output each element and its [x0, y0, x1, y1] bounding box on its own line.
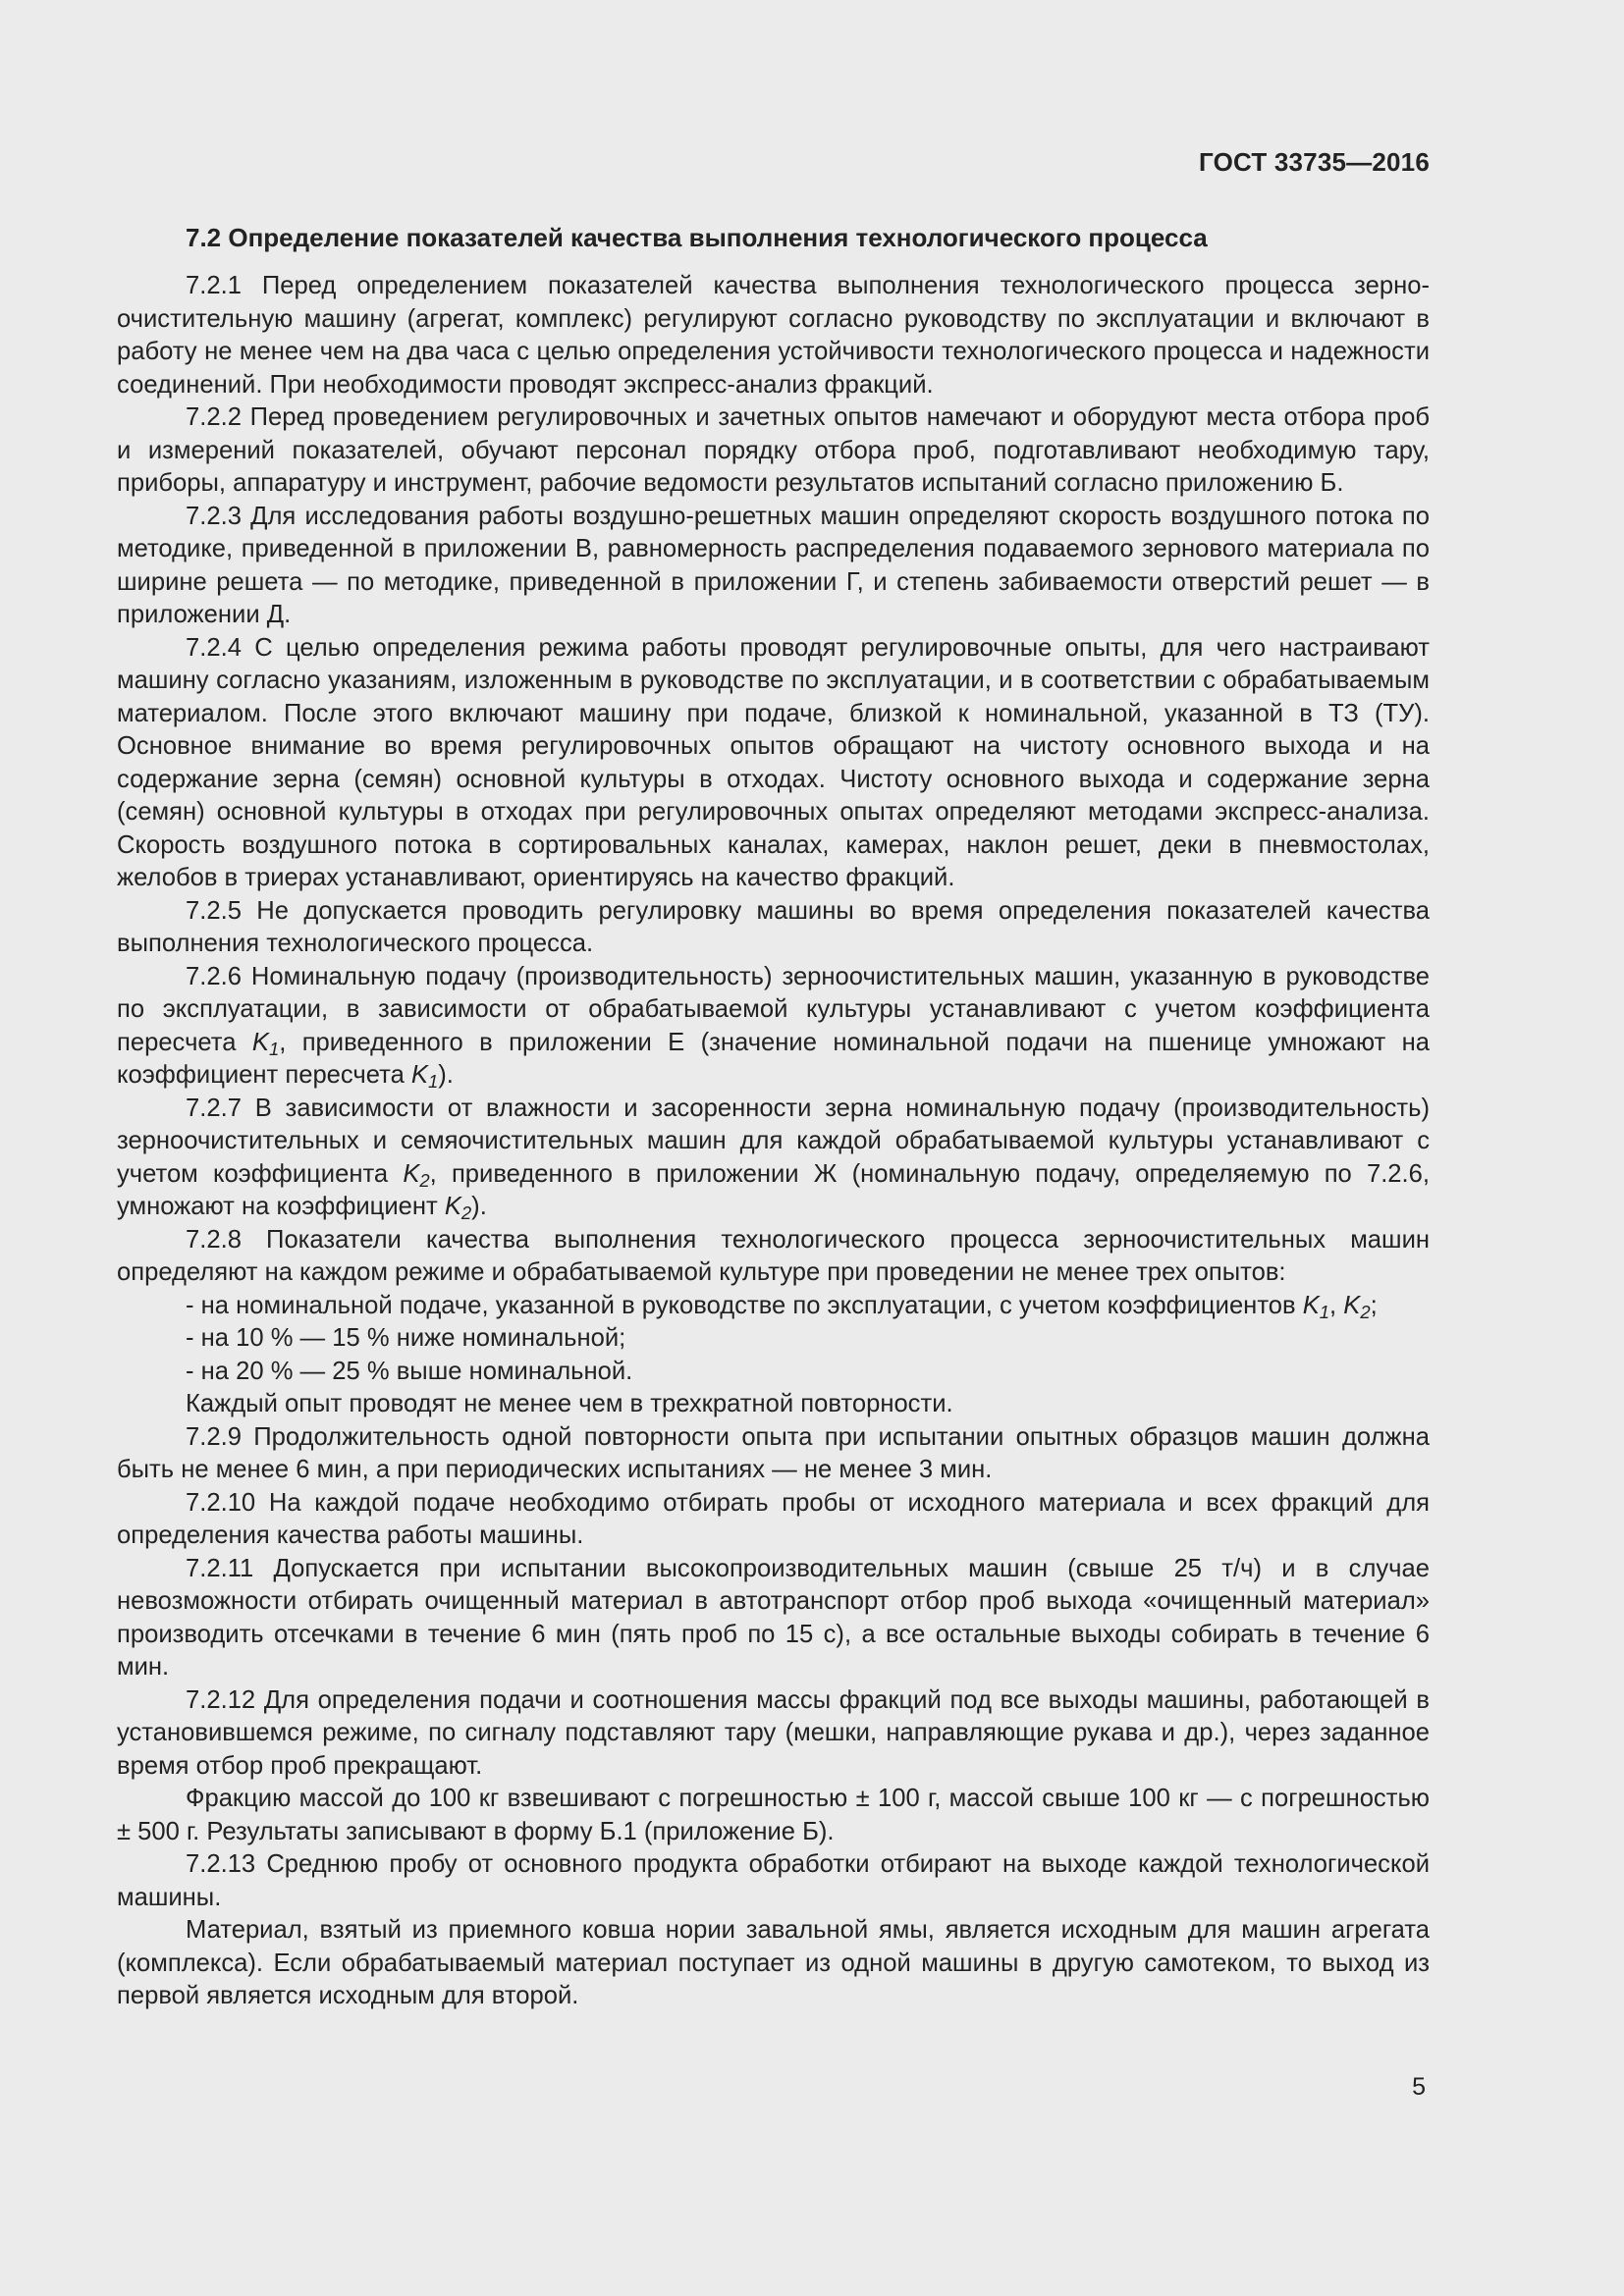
- coefficient-letter: K: [403, 1159, 420, 1188]
- paragraph-7-2-6-text-b: , приведенного в приложении Е (значение номинальной подачи на пшенице умножают на коэффициент пересчета: [117, 1028, 1430, 1089]
- paragraph-7-2-1: 7.2.1 Перед определением показателей качества выполнения технологического процесса зерноочистительную машину (агрегат, комплекс) регулируют согласно руководству по эксплуатации и включают в работу не менее чем на два часа с целью определения устойчивости технологического процесса и надежности соединений. При необходимости проводят экспресс-анализ фракций.: [117, 272, 1430, 399]
- paragraph-7-2-3: 7.2.3 Для исследования работы воздушно-решетных машин определяют скорость воздушного потока по методике, приведенной в приложении В, равномерность распределения подаваемого зернового материала по ширине решета — по методике, приведенной в приложении Г, и степень забиваемости отверстий решет — в приложении Д.: [117, 502, 1430, 628]
- coefficient-subscript: 2: [460, 1202, 472, 1224]
- paragraph-7-2-8-tail: Каждый опыт проводят не менее чем в трехкратной повторности.: [186, 1390, 953, 1417]
- paragraph-7-2-4: 7.2.4 С целью определения режима работы проводят регулировочные опыты, для чего настраивают машину согласно указаниям, изложенным в руководстве по эксплуатации, и в соответствии с обрабатываемым материалом. После этого включают машину при подаче, близкой к номинальной, указанной в ТЗ (ТУ). Основное внимание во время регулировочных опытов обращают на чистоту основного выхода и на содержание зерна (семян) основной культуры в отходах. Чистоту основного выхода и содержание зерна (семян) основной культуры в отходах при регулировочных опытах определяют методами экспресс-анализа. Скорость воздушного потока в сортировальных каналах, камерах, наклон решет, деки в пневмостолах, желобов в триерах устанавливают, ориентируясь на качество фракций.: [117, 633, 1430, 891]
- page-number: 5: [1412, 2073, 1426, 2101]
- coefficient-letter: K: [1302, 1291, 1320, 1319]
- paragraph-7-2-12-weighing: Фракцию массой до 100 кг взвешивают с погрешностью ± 100 г, массой свыше 100 кг — с погрешностью ± 500 г. Результаты записывают в форму Б.1 (приложение Б).: [117, 1785, 1430, 1845]
- paragraph-7-2-13: 7.2.13 Среднюю пробу от основного продукта обработки отбирают на выходе каждой технологической машины.: [117, 1850, 1430, 1911]
- coefficient-k2-symbol: [1343, 1291, 1371, 1322]
- coefficient-subscript: 2: [419, 1169, 430, 1191]
- document-body: [117, 221, 1430, 2013]
- paragraph-7-2-7-text-c: ).: [471, 1193, 487, 1220]
- paragraph-7-2-6-text-a: 7.2.6 Номинальную подачу (производительность) зерноочистительных машин, указанную в руководстве по эксплуатации, в зависимости от обрабатываемой культуры устанавливают с учетом коэффициента пересчета: [117, 962, 1430, 1056]
- coefficient-subscript: 2: [1360, 1301, 1371, 1322]
- paragraph-7-2-12: 7.2.12 Для определения подачи и соотношения массы фракций под все выходы машины, работающей в установившемся режиме, по сигналу подставляют тару (мешки, направляющие рукава и др.), через заданное время отбор проб прекращают.: [117, 1685, 1430, 1780]
- coefficient-subscript: 1: [1319, 1301, 1330, 1322]
- list-item-nominal-feed: [117, 1290, 1430, 1323]
- paragraph-7-2-6-text-c: ).: [438, 1061, 454, 1089]
- paragraph-7-2-7-text-b: , приведенного в приложении Ж (номинальную подачу, определяемую по 7.2.6, умножают на коэффициент: [117, 1159, 1430, 1220]
- paragraph-7-2-8: 7.2.8 Показатели качества выполнения технологического процесса зерноочистительных машин определяют на каждом режиме и обрабатываемой культуре при проведении не менее трех опытов:: [117, 1225, 1430, 1286]
- list-item-end: ;: [1370, 1291, 1378, 1319]
- paragraph-7-2-2: 7.2.2 Перед проведением регулировочных и зачетных опытов намечают и оборудуют места отбора проб и измерений показателей, обучают персонал порядку отбора проб, подготавливают необходимую тару, приборы, аппаратуру и инструмент, рабочие ведомости результатов испытаний согласно приложению Б.: [117, 403, 1430, 497]
- list-item-higher-feed: - на 20 % — 25 % выше номинальной.: [186, 1357, 633, 1385]
- coefficient-letter: K: [410, 1061, 428, 1089]
- coefficient-k1-symbol: [251, 1028, 280, 1059]
- document-code-header: ГОСТ 33735—2016: [1199, 147, 1430, 177]
- paragraph-7-2-7: [117, 1093, 1430, 1224]
- coefficient-letter: K: [251, 1028, 269, 1056]
- section-title: 7.2 Определение показателей качества выполнения технологического процесса: [186, 223, 1208, 252]
- coefficient-k2-symbol: [403, 1159, 430, 1191]
- list-item-lower-feed: - на 10 % — 15 % ниже номинальной;: [186, 1324, 626, 1352]
- paragraph-7-2-7-text-a: 7.2.7 В зависимости от влажности и засоренности зерна номинальную подачу (производительность) зерноочистительных и семяочистительных машин для каждой обрабатываемой культуры устанавливают с учетом коэффициента: [117, 1094, 1430, 1188]
- coefficient-letter: K: [1343, 1291, 1361, 1319]
- paragraph-7-2-13-material: Материал, взятый из приемного ковша нории завальной ямы, является исходным для машин агрегата (комплекса). Если обрабатываемый материал поступает из одной машины в другую самотеком, то выход из первой является исходным для второй.: [117, 1916, 1430, 2009]
- list-item-separator: ,: [1329, 1291, 1344, 1319]
- paragraph-7-2-5: 7.2.5 Не допускается проводить регулировку машины во время определения показателей качества выполнения технологического процесса.: [117, 896, 1430, 957]
- coefficient-k2-symbol: [444, 1193, 472, 1224]
- paragraph-7-2-9: 7.2.9 Продолжительность одной повторности опыта при испытании опытных образцов машин должна быть не менее 6 мин, а при периодических испытаниях — не менее 3 мин.: [117, 1422, 1430, 1483]
- paragraph-7-2-11: 7.2.11 Допускается при испытании высокопроизводительных машин (свыше 25 т/ч) и в случае невозможности отбирать очищенный материал в автотранспорт отбор проб выхода «очищенный материал» производить отсечками в течение 6 мин (пять проб по 15 с), а все остальные выходы собирать в течение 6 мин.: [117, 1554, 1430, 1681]
- paragraph-7-2-10: 7.2.10 На каждой подаче необходимо отбирать пробы от исходного материала и всех фракций для определения качества работы машины.: [117, 1488, 1430, 1549]
- coefficient-k1-symbol: [1302, 1291, 1330, 1322]
- coefficient-subscript: 1: [268, 1038, 280, 1059]
- coefficient-k1-symbol: [410, 1061, 439, 1093]
- coefficient-letter: K: [444, 1193, 461, 1220]
- coefficient-subscript: 1: [428, 1071, 439, 1093]
- paragraph-7-2-6: [117, 961, 1430, 1093]
- list-item-text: - на номинальной подаче, указанной в руководстве по эксплуатации, с учетом коэффициентов: [186, 1291, 1303, 1319]
